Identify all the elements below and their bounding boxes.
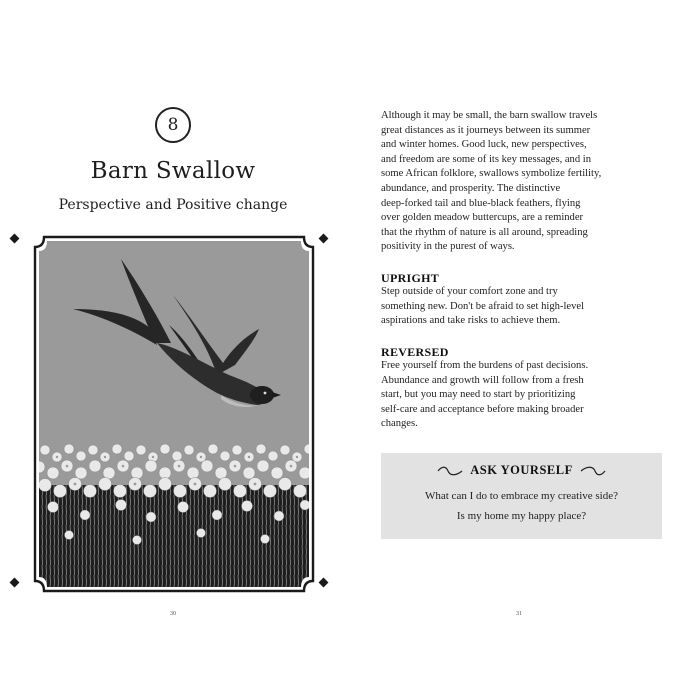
ask-question-2: Is my home my happy place? xyxy=(456,510,587,522)
upright-heading: UPRIGHT xyxy=(381,271,440,285)
text-line: deep-forked tail and blue-black feathers, flying xyxy=(381,197,581,209)
text-line: start, but you may need to start by prioritizing xyxy=(381,389,576,401)
text-line: self-care and acceptance before making broader xyxy=(381,403,584,415)
page-number-right: 31 xyxy=(516,611,522,617)
text-line: aspirations and take risks to achieve them. xyxy=(381,315,561,327)
tarot-card-illustration xyxy=(33,235,315,593)
card-title: Barn Swallow xyxy=(90,158,256,184)
right-page xyxy=(350,0,700,700)
text-line: abundance, and prosperity. The distinctive xyxy=(381,182,561,194)
text-line: great distances as it journeys between its summer xyxy=(381,124,591,136)
text-line: over golden meadow buttercups, are a reminder xyxy=(381,212,584,224)
page-number-left: 30 xyxy=(170,611,176,617)
text-line: Abundance and growth will follow from a fresh xyxy=(381,374,584,386)
corner-diamond-bottom-right-icon xyxy=(319,578,329,588)
ask-yourself-label: ASK YOURSELF xyxy=(470,463,573,477)
upright-paragraph xyxy=(381,285,686,329)
ask-yourself-box xyxy=(381,453,662,539)
text-line: positivity in the purest of ways. xyxy=(381,241,515,253)
corner-diamond-top-right-icon xyxy=(319,234,329,244)
corner-diamond-bottom-left-icon xyxy=(10,578,20,588)
card-number-badge xyxy=(155,107,191,143)
text-line: Step outside of your comfort zone and try xyxy=(381,286,558,297)
text-line: and freedom are some of its key messages, and in xyxy=(381,153,592,165)
reversed-heading: REVERSED xyxy=(381,345,449,359)
reversed-paragraph xyxy=(381,359,686,432)
text-line: and winter homes. Good luck, new perspectives, xyxy=(381,139,587,151)
ask-question-1: What can I do to embrace my creative side? xyxy=(424,490,618,502)
text-line: changes. xyxy=(381,418,418,430)
ask-yourself-heading xyxy=(381,463,662,478)
text-line: Although it may be small, the barn swallow travels xyxy=(381,110,598,121)
text-line: something new. Don't be afraid to set high-level xyxy=(381,300,585,312)
corner-diamond-top-left-icon xyxy=(10,234,20,244)
intro-paragraph xyxy=(381,109,686,255)
card-subtitle: Perspective and Positive change xyxy=(58,197,288,213)
card-number: 8 xyxy=(167,115,179,135)
flourish-left-icon xyxy=(436,466,464,476)
text-line: that the rhythm of nature is all around, spreading xyxy=(381,226,588,238)
text-line: Free yourself from the burdens of past decisions. xyxy=(381,360,589,371)
text-line: some African folklore, swallows symbolize fertility, xyxy=(381,168,602,180)
flourish-right-icon xyxy=(579,466,607,476)
